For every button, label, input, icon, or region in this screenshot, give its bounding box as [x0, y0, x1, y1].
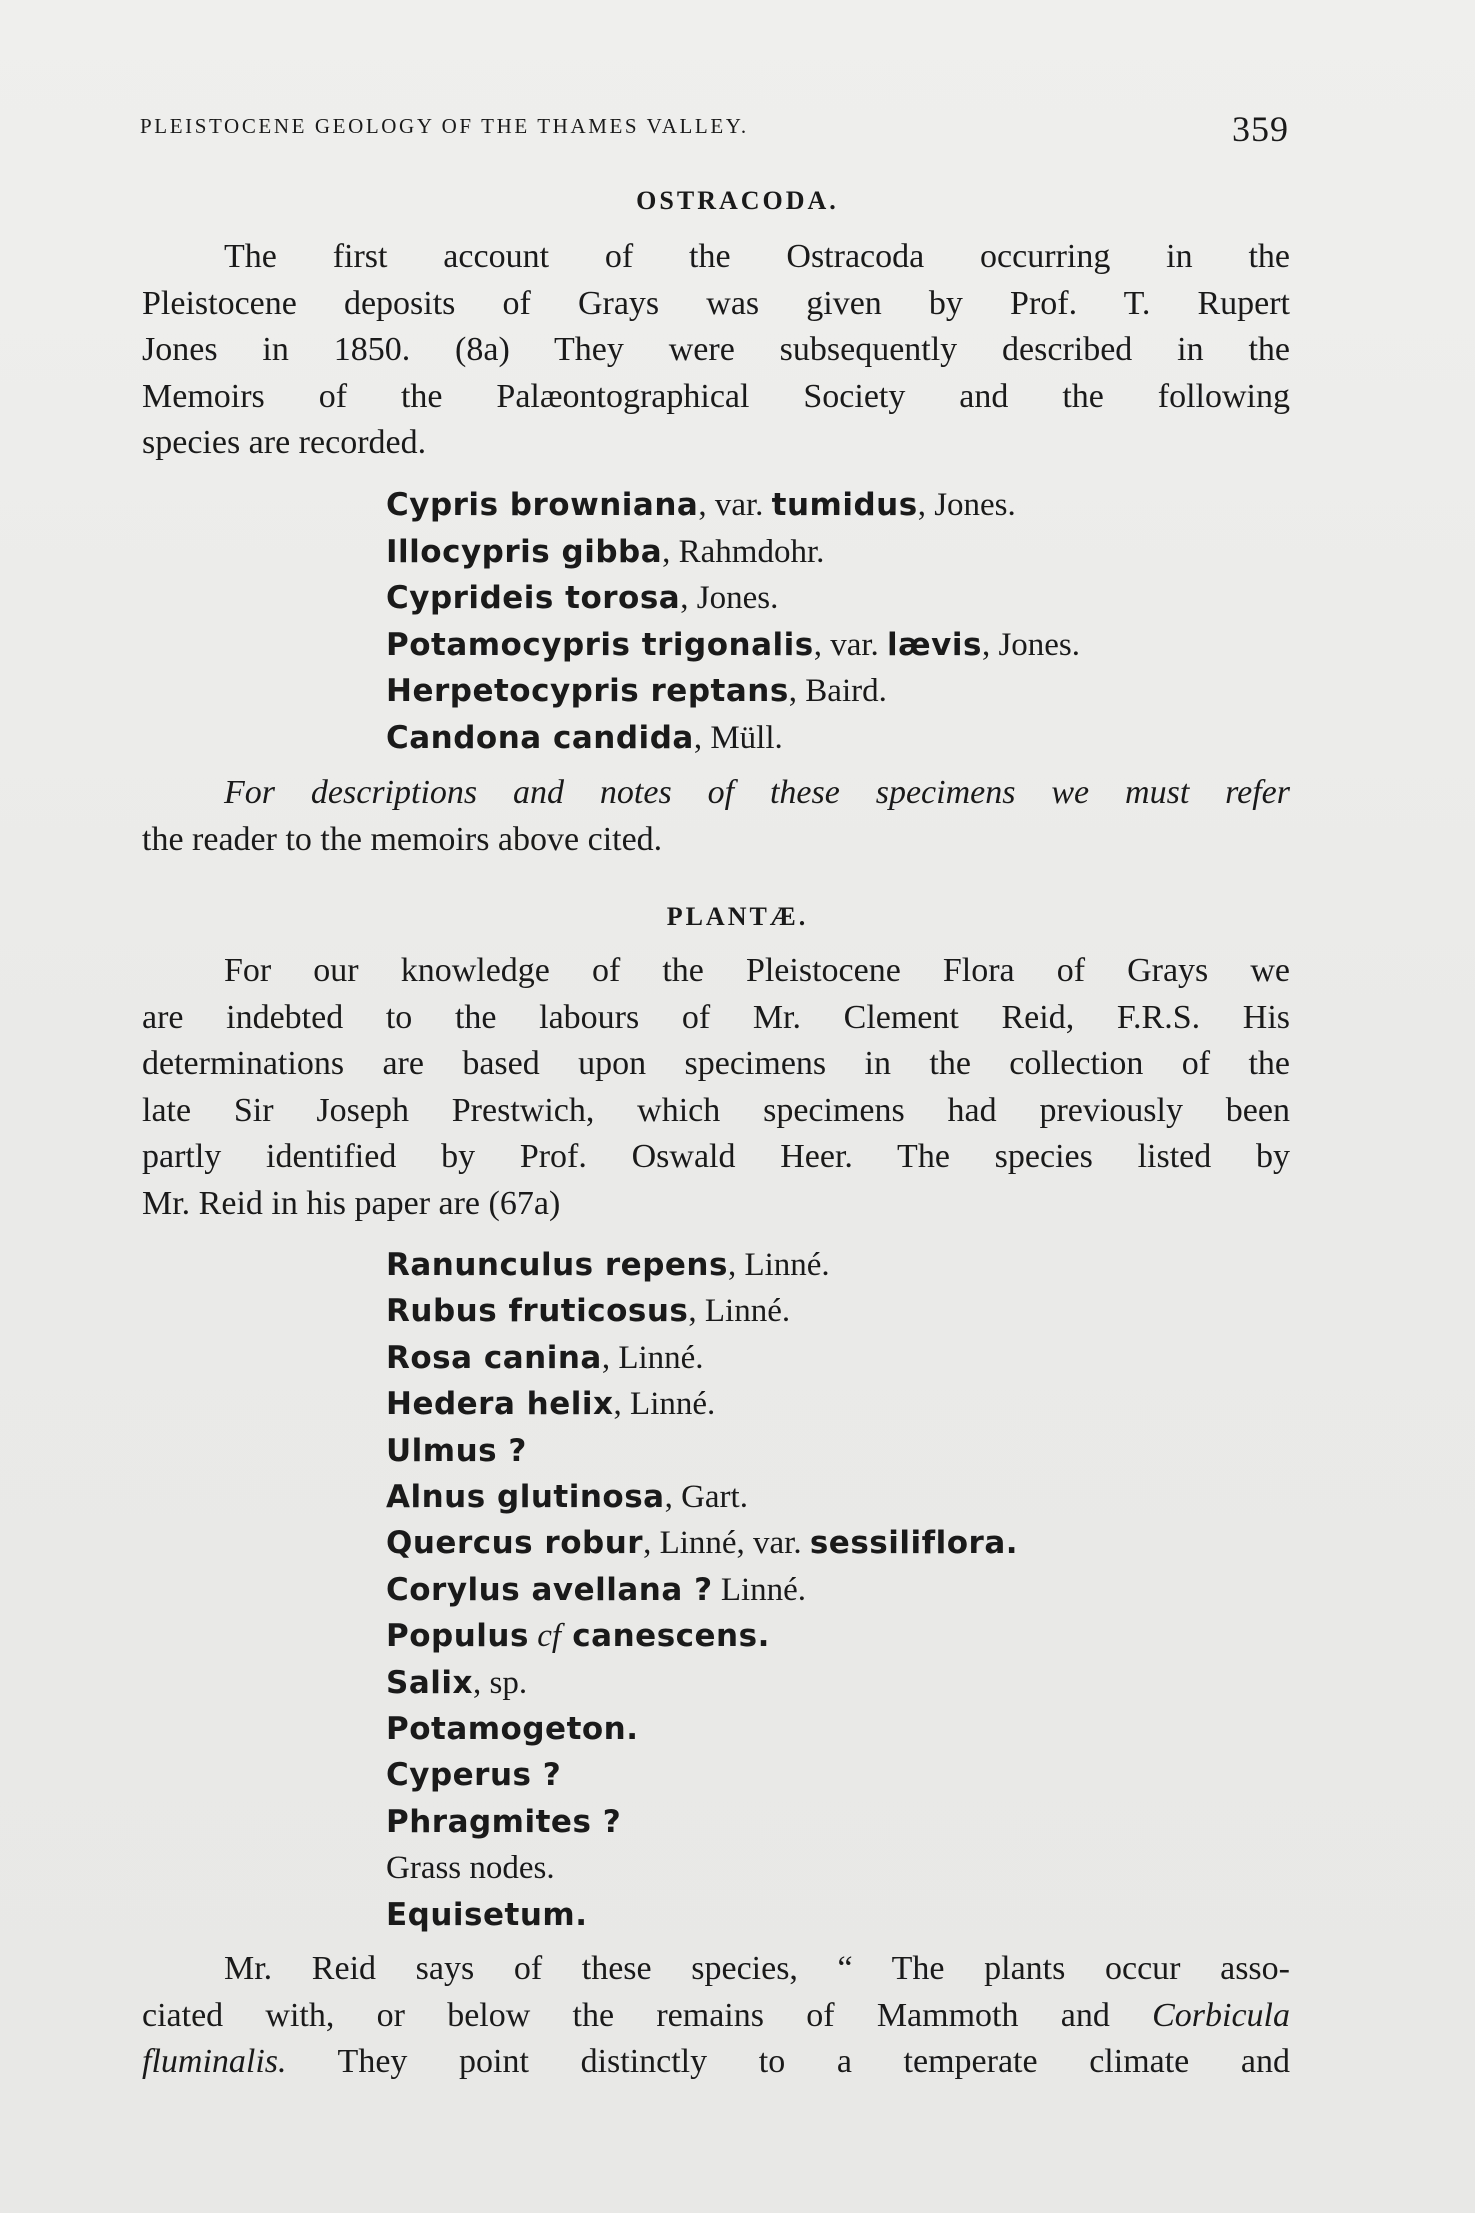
- plantae-closing-paragraph: [142, 1946, 1290, 2086]
- species-authority: Linné.: [712, 1571, 807, 1608]
- species-variety: lævis: [887, 626, 982, 663]
- paragraph-line: [142, 2039, 1290, 2086]
- plantae-species-list: [386, 1242, 1018, 1938]
- species-item: [386, 1520, 1018, 1566]
- line-text: ciated with, or below the remains of Mammoth and: [142, 1996, 1153, 2034]
- species-name: Illocypris gibba: [386, 533, 663, 570]
- species-name: Cyprideis torosa: [386, 580, 681, 616]
- species-name: Rubus fruticosus: [386, 1293, 689, 1330]
- species-variety-text: , var.: [698, 487, 772, 523]
- paragraph-line: Pleistocene deposits of Grays was given by Prof. T. Rupert: [142, 284, 1290, 322]
- ostracoda-intro-paragraph: [142, 234, 1290, 467]
- species-item: [386, 1474, 1018, 1520]
- ostracoda-note-paragraph: [142, 770, 1290, 863]
- species-name: Potamogeton.: [386, 1711, 639, 1748]
- plantae-heading: PLANTÆ.: [666, 902, 809, 931]
- species-name: Equisetum.: [386, 1896, 588, 1933]
- paragraph-line: [142, 1993, 1290, 2040]
- species-item: [386, 529, 1080, 576]
- paragraph-line: For descriptions and notes of these specimens we must refer: [224, 774, 1290, 811]
- species-variety: sessiliflora.: [809, 1525, 1019, 1562]
- species-name: Quercus robur: [386, 1525, 644, 1562]
- species-item: [386, 1706, 1018, 1752]
- species-authority: , Gart.: [664, 1479, 748, 1516]
- species-authority: , Linné.: [688, 1293, 791, 1330]
- species-item: [386, 1428, 1018, 1474]
- species-name: Ulmus ?: [386, 1432, 527, 1469]
- paragraph-line: For our knowledge of the Pleistocene Flora of Grays we: [224, 952, 1290, 989]
- species-authority: , Baird.: [788, 673, 887, 709]
- species-item: [386, 1892, 1018, 1938]
- species-name: Herpetocypris reptans: [386, 673, 789, 709]
- species-name: Candona candida: [386, 719, 694, 756]
- species-authority: , Linné, var.: [643, 1525, 810, 1562]
- species-item: [386, 668, 1080, 715]
- paragraph-line: Mr. Reid says of these species, “ The plants occur asso-: [224, 1950, 1290, 1987]
- italic-taxon: fluminalis.: [142, 2043, 287, 2080]
- paragraph-line: species are recorded.: [142, 424, 427, 461]
- species-item: [386, 1845, 1018, 1891]
- paragraph-line: late Sir Joseph Prestwich, which specimens had previously been: [142, 1091, 1290, 1129]
- line-text: They point distinctly to a temperate climate and: [286, 2043, 1290, 2080]
- species-name: Salix: [386, 1664, 473, 1701]
- species-item: [386, 1381, 1018, 1427]
- species-name: Corylus avellana ?: [386, 1571, 713, 1608]
- species-variety: canescens.: [561, 1618, 770, 1655]
- species-qualifier: cf: [537, 1618, 562, 1655]
- species-name: Rosa canina: [386, 1339, 602, 1376]
- species-name: Phragmites ?: [386, 1803, 622, 1840]
- species-item: [386, 1613, 1018, 1659]
- page-number: 359: [1232, 109, 1289, 149]
- species-variety-text: , var.: [813, 626, 888, 663]
- species-item: [386, 575, 1080, 622]
- ostracoda-species-list: [386, 482, 1080, 761]
- species-name: Ranunculus repens: [386, 1247, 728, 1283]
- paragraph-line: are indebted to the labours of Mr. Clement Reid, F.R.S. His: [142, 998, 1290, 1036]
- species-authority: , Linné.: [613, 1386, 716, 1423]
- species-authority: , Jones.: [680, 580, 779, 616]
- species-name: Potamocypris trigonalis: [386, 626, 814, 663]
- species-item: [386, 1799, 1018, 1845]
- paragraph-line: Memoirs of the Palæontographical Society and the following: [142, 377, 1290, 415]
- species-authority: , Jones.: [981, 626, 1081, 663]
- species-spacer: [529, 1618, 537, 1654]
- species-item: [386, 1752, 1018, 1798]
- species-item: [386, 622, 1080, 669]
- species-authority: , Linné.: [601, 1339, 704, 1376]
- species-variety: tumidus: [771, 487, 918, 523]
- plantae-intro-paragraph: [142, 948, 1290, 1227]
- species-authority: , Rahmdohr.: [662, 533, 825, 570]
- species-item: [386, 1242, 1018, 1288]
- italic-taxon: Corbicula: [1152, 1996, 1290, 2034]
- paragraph-line: The first account of the Ostracoda occurring in the: [224, 238, 1290, 275]
- species-name: Hedera helix: [386, 1386, 614, 1423]
- paragraph-line: determinations are based upon specimens in the collection of the: [142, 1045, 1290, 1082]
- species-item: [386, 1567, 1018, 1613]
- species-authority: Grass nodes.: [386, 1850, 555, 1887]
- species-name: Cyperus ?: [386, 1757, 562, 1794]
- species-item: [386, 1288, 1018, 1334]
- species-item: [386, 715, 1080, 762]
- paragraph-line: partly identified by Prof. Oswald Heer. The species listed by: [142, 1138, 1290, 1175]
- species-authority: , sp.: [473, 1664, 528, 1701]
- paragraph-line: the reader to the memoirs above cited.: [142, 820, 663, 858]
- species-authority: , Linné.: [727, 1247, 830, 1283]
- species-item: [386, 1335, 1018, 1381]
- species-item: [386, 482, 1080, 529]
- species-name: Populus: [386, 1618, 529, 1655]
- species-authority: , Müll.: [693, 719, 783, 756]
- species-name: Cypris browniana: [386, 487, 699, 523]
- paragraph-line: Jones in 1850. (8a) They were subsequently described in the: [142, 331, 1290, 368]
- species-authority: , Jones.: [917, 487, 1016, 523]
- species-item: [386, 1660, 1018, 1706]
- ostracoda-heading: OSTRACODA.: [636, 186, 839, 215]
- paragraph-line: Mr. Reid in his paper are (67a): [142, 1184, 561, 1222]
- running-head: PLEISTOCENE GEOLOGY OF THE THAMES VALLEY.: [140, 114, 749, 138]
- species-name: Alnus glutinosa: [386, 1479, 665, 1516]
